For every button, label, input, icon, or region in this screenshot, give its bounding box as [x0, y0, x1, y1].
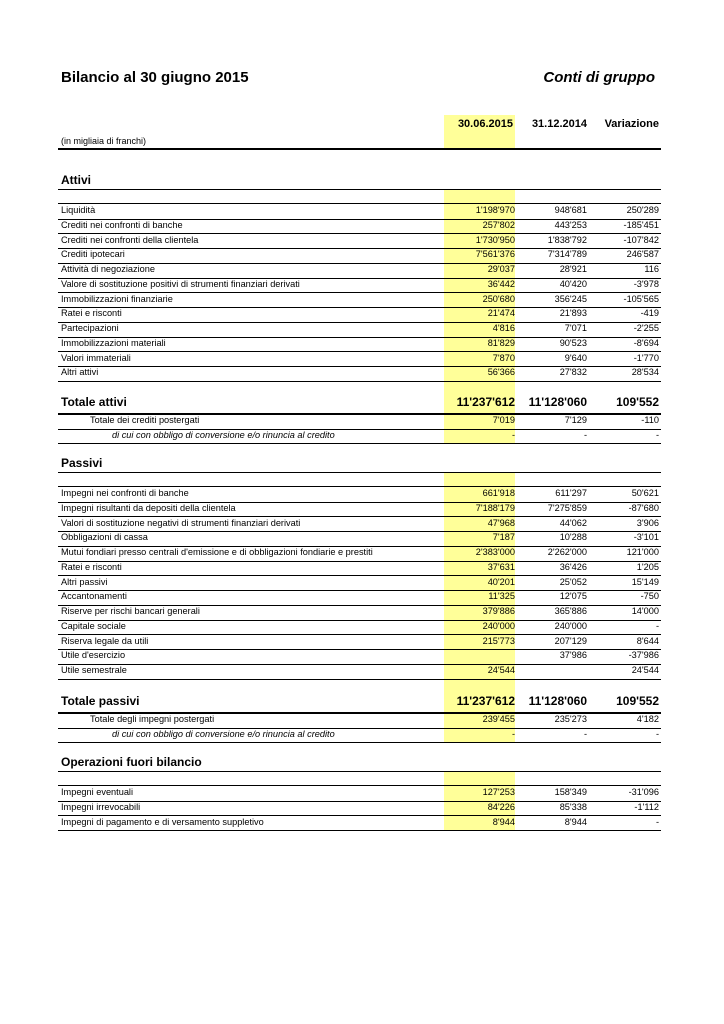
value-current: 21'474	[487, 308, 515, 319]
value-current: 7'870	[492, 352, 515, 363]
section-title-fuori-bilancio: Operazioni fuori bilancio	[61, 755, 202, 769]
value-variation: -87'680	[628, 502, 659, 513]
value-previous: 948'681	[554, 205, 587, 215]
row-label: Impegni irrevocabili	[61, 801, 141, 812]
value-variation: 15'149	[631, 576, 659, 587]
value-previous: 21'893	[559, 308, 587, 319]
row-label: Capitale sociale	[61, 620, 126, 631]
value-current: 81'829	[487, 337, 515, 348]
value-previous: 10'288	[559, 532, 587, 543]
value-variation: -3'101	[633, 532, 659, 543]
value-current: 11'237'612	[456, 395, 515, 409]
value-previous: 27'832	[559, 367, 587, 378]
value-current: 239'455	[482, 714, 515, 724]
table-row	[58, 561, 661, 577]
value-current: 7'188'179	[475, 502, 515, 513]
table-row	[58, 728, 661, 744]
row-label: Crediti ipotecari	[61, 249, 125, 260]
value-variation: -8'694	[633, 337, 659, 348]
table-row	[58, 816, 661, 832]
value-previous: 158'349	[554, 787, 587, 797]
value-current: 37'631	[487, 561, 515, 572]
table-row	[58, 649, 661, 665]
total-row	[58, 395, 661, 415]
value-previous: 8'944	[564, 816, 587, 827]
row-label: Crediti nei confronti della clientela	[61, 234, 199, 245]
section-title-attivi: Attivi	[61, 173, 91, 187]
value-variation: 28'534	[631, 367, 659, 378]
row-label: Obbligazioni di cassa	[61, 532, 148, 543]
value-current: 47'968	[487, 517, 515, 528]
row-label: Altri attivi	[61, 367, 99, 378]
value-previous: 240'000	[554, 620, 587, 631]
value-previous: 44'062	[559, 517, 587, 528]
value-current: 56'366	[487, 367, 515, 378]
table-row	[58, 635, 661, 651]
row-label: di cui con obbligo di conversione e/o rinuncia al credito	[112, 728, 335, 739]
value-current: 40'201	[487, 576, 515, 587]
value-previous: 235'273	[554, 714, 587, 724]
value-current: 661'918	[482, 488, 515, 498]
row-label: Totale degli impegni postergati	[90, 714, 215, 724]
value-variation: 246'587	[626, 249, 659, 260]
row-label: Accantonamenti	[61, 591, 127, 602]
value-current: 7'019	[492, 415, 515, 425]
total-row	[58, 694, 661, 714]
table-row	[58, 322, 661, 338]
value-variation: 250'289	[626, 205, 659, 215]
value-previous: 9'640	[564, 352, 587, 363]
value-previous: 1'838'792	[547, 234, 587, 245]
value-variation: -	[655, 816, 659, 827]
value-previous: 40'420	[559, 278, 587, 289]
table-row	[58, 307, 661, 323]
document-subtitle: Conti di gruppo	[543, 69, 655, 86]
value-previous: 7'314'789	[547, 249, 587, 260]
value-variation: 8'644	[636, 635, 659, 646]
row-label: Valori immateriali	[61, 352, 131, 363]
column-header-previous: 31.12.2014	[531, 118, 587, 130]
table-row	[58, 204, 661, 220]
row-label: di cui con obbligo di conversione e/o rinuncia al credito	[112, 429, 335, 440]
table-row	[58, 487, 661, 503]
table-row	[58, 620, 661, 636]
row-label: Ratei e risconti	[61, 308, 122, 319]
value-current: 29'037	[487, 264, 515, 274]
value-previous: 365'886	[554, 606, 587, 616]
value-current: 250'680	[482, 293, 515, 304]
value-variation: -31'096	[628, 787, 659, 797]
value-previous: 2'262'000	[547, 547, 587, 557]
value-variation: -3'978	[633, 278, 659, 289]
value-previous: 37'986	[559, 650, 587, 661]
document-title: Bilancio al 30 giugno 2015	[61, 69, 249, 86]
value-variation: 109'552	[616, 395, 659, 409]
value-current: 8'944	[492, 816, 515, 827]
table-row	[58, 234, 661, 250]
value-current: 11'325	[488, 591, 515, 602]
table-row	[58, 278, 661, 294]
table-row	[58, 263, 661, 279]
value-variation: 3'906	[636, 517, 659, 528]
table-row	[58, 366, 661, 382]
table-row	[58, 801, 661, 817]
table-row	[58, 531, 661, 547]
value-current: 127'253	[482, 787, 515, 797]
row-label: Mutui fondiari presso centrali d'emissione e di obbligazioni fondiarie e prestiti	[61, 547, 373, 557]
value-variation: -185'451	[623, 219, 659, 230]
row-label: Impegni eventuali	[61, 787, 134, 797]
value-current: 84'226	[487, 801, 515, 812]
value-current: 4'816	[492, 323, 515, 333]
value-current: 7'561'376	[475, 249, 515, 260]
value-previous: 11'128'060	[528, 694, 587, 708]
table-row	[58, 337, 661, 353]
value-variation: -	[655, 620, 659, 631]
value-variation: -1'112	[634, 801, 659, 812]
value-current: 240'000	[482, 620, 515, 631]
value-previous: 11'128'060	[528, 395, 587, 409]
value-current: 24'544	[487, 665, 515, 675]
row-label: Crediti nei confronti di banche	[61, 219, 183, 230]
value-variation: 4'182	[636, 714, 659, 724]
value-variation: -107'842	[623, 234, 659, 245]
row-label: Valori di sostituzione negativi di strumenti finanziari derivati	[61, 517, 301, 528]
row-label: Impegni nei confronti di banche	[61, 488, 189, 498]
value-previous: 12'075	[559, 591, 587, 602]
table-row	[58, 576, 661, 592]
value-previous: 7'071	[564, 323, 587, 333]
table-row	[58, 605, 661, 621]
value-variation: -110	[641, 415, 659, 425]
row-label: Ratei e risconti	[61, 561, 122, 572]
row-label: Totale attivi	[61, 395, 127, 409]
value-previous: 85'338	[559, 801, 587, 812]
table-row	[58, 664, 661, 680]
table-row	[58, 713, 661, 729]
section-divider	[58, 771, 661, 772]
row-label: Altri passivi	[61, 576, 108, 587]
value-variation: 24'544	[631, 665, 659, 675]
value-current: 2'383'000	[475, 547, 515, 557]
row-label: Riserve per rischi bancari generali	[61, 606, 200, 616]
value-previous: 207'129	[554, 635, 587, 646]
table-row	[58, 502, 661, 518]
value-current: 1'730'950	[475, 234, 515, 245]
row-label: Riserva legale da utili	[61, 635, 149, 646]
value-current: 215'773	[482, 635, 515, 646]
value-variation: -2'255	[633, 323, 659, 333]
value-variation: -	[655, 728, 659, 739]
value-current: -	[511, 728, 515, 739]
row-label: Utile d'esercizio	[61, 650, 126, 661]
row-label: Immobilizzazioni finanziarie	[61, 293, 173, 304]
value-variation: -1'770	[633, 352, 659, 363]
value-variation: 50'621	[631, 488, 659, 498]
row-label: Totale passivi	[61, 694, 140, 708]
value-previous: 25'052	[559, 576, 587, 587]
value-previous: 28'921	[559, 264, 587, 274]
table-row	[58, 219, 661, 235]
row-label: Liquidità	[61, 205, 96, 215]
value-previous: 90'523	[559, 337, 587, 348]
units-note: (in migliaia di franchi)	[61, 136, 147, 146]
value-variation: 116	[644, 264, 659, 274]
column-header-current: 30.06.2015	[457, 118, 513, 130]
value-variation: -419	[640, 308, 659, 319]
value-previous: 7'129	[564, 415, 587, 425]
value-current: 36'442	[487, 278, 515, 289]
value-current: 257'802	[482, 219, 515, 230]
section-divider	[58, 472, 661, 473]
column-header-variation: Variazione	[604, 118, 659, 130]
value-previous: 7'275'859	[547, 502, 587, 513]
table-row	[58, 352, 661, 368]
table-row	[58, 546, 661, 562]
table-row	[58, 248, 661, 264]
value-previous: 611'297	[555, 488, 587, 498]
table-row	[58, 517, 661, 533]
table-row	[58, 786, 661, 802]
value-previous: 443'253	[554, 219, 587, 230]
value-variation: 1'205	[636, 561, 659, 572]
row-label: Impegni di pagamento e di versamento suppletivo	[61, 816, 264, 827]
value-current: -	[511, 429, 515, 440]
value-previous: 356'245	[554, 293, 587, 304]
value-variation: 109'552	[616, 694, 659, 708]
row-label: Immobilizzazioni materiali	[61, 337, 166, 348]
section-divider	[58, 189, 661, 190]
value-variation: 121'000	[626, 547, 659, 557]
row-label: Impegni risultanti da depositi della clientela	[61, 502, 236, 513]
row-label: Valore di sostituzione positivi di strumenti finanziari derivati	[61, 278, 300, 289]
header-divider	[58, 148, 661, 150]
row-label: Attività di negoziazione	[61, 264, 155, 274]
table-row	[58, 293, 661, 309]
table-row	[58, 414, 661, 430]
value-previous: -	[583, 728, 587, 739]
table-row	[58, 429, 661, 445]
row-label: Totale dei crediti postergati	[90, 415, 200, 425]
table-row	[58, 590, 661, 606]
value-variation: 14'000	[631, 606, 659, 616]
value-variation: -	[655, 429, 659, 440]
value-variation: -750	[640, 591, 659, 602]
value-current: 1'198'970	[475, 205, 515, 215]
section-title-passivi: Passivi	[61, 456, 103, 470]
value-current: 11'237'612	[456, 694, 515, 708]
value-variation: -105'565	[623, 293, 659, 304]
value-previous: 36'426	[559, 561, 587, 572]
value-current: 379'886	[482, 606, 515, 616]
row-label: Utile semestrale	[61, 665, 127, 675]
value-previous: -	[583, 429, 587, 440]
value-variation: -37'986	[628, 650, 659, 661]
value-current: 7'187	[492, 532, 515, 543]
row-label: Partecipazioni	[61, 323, 119, 333]
